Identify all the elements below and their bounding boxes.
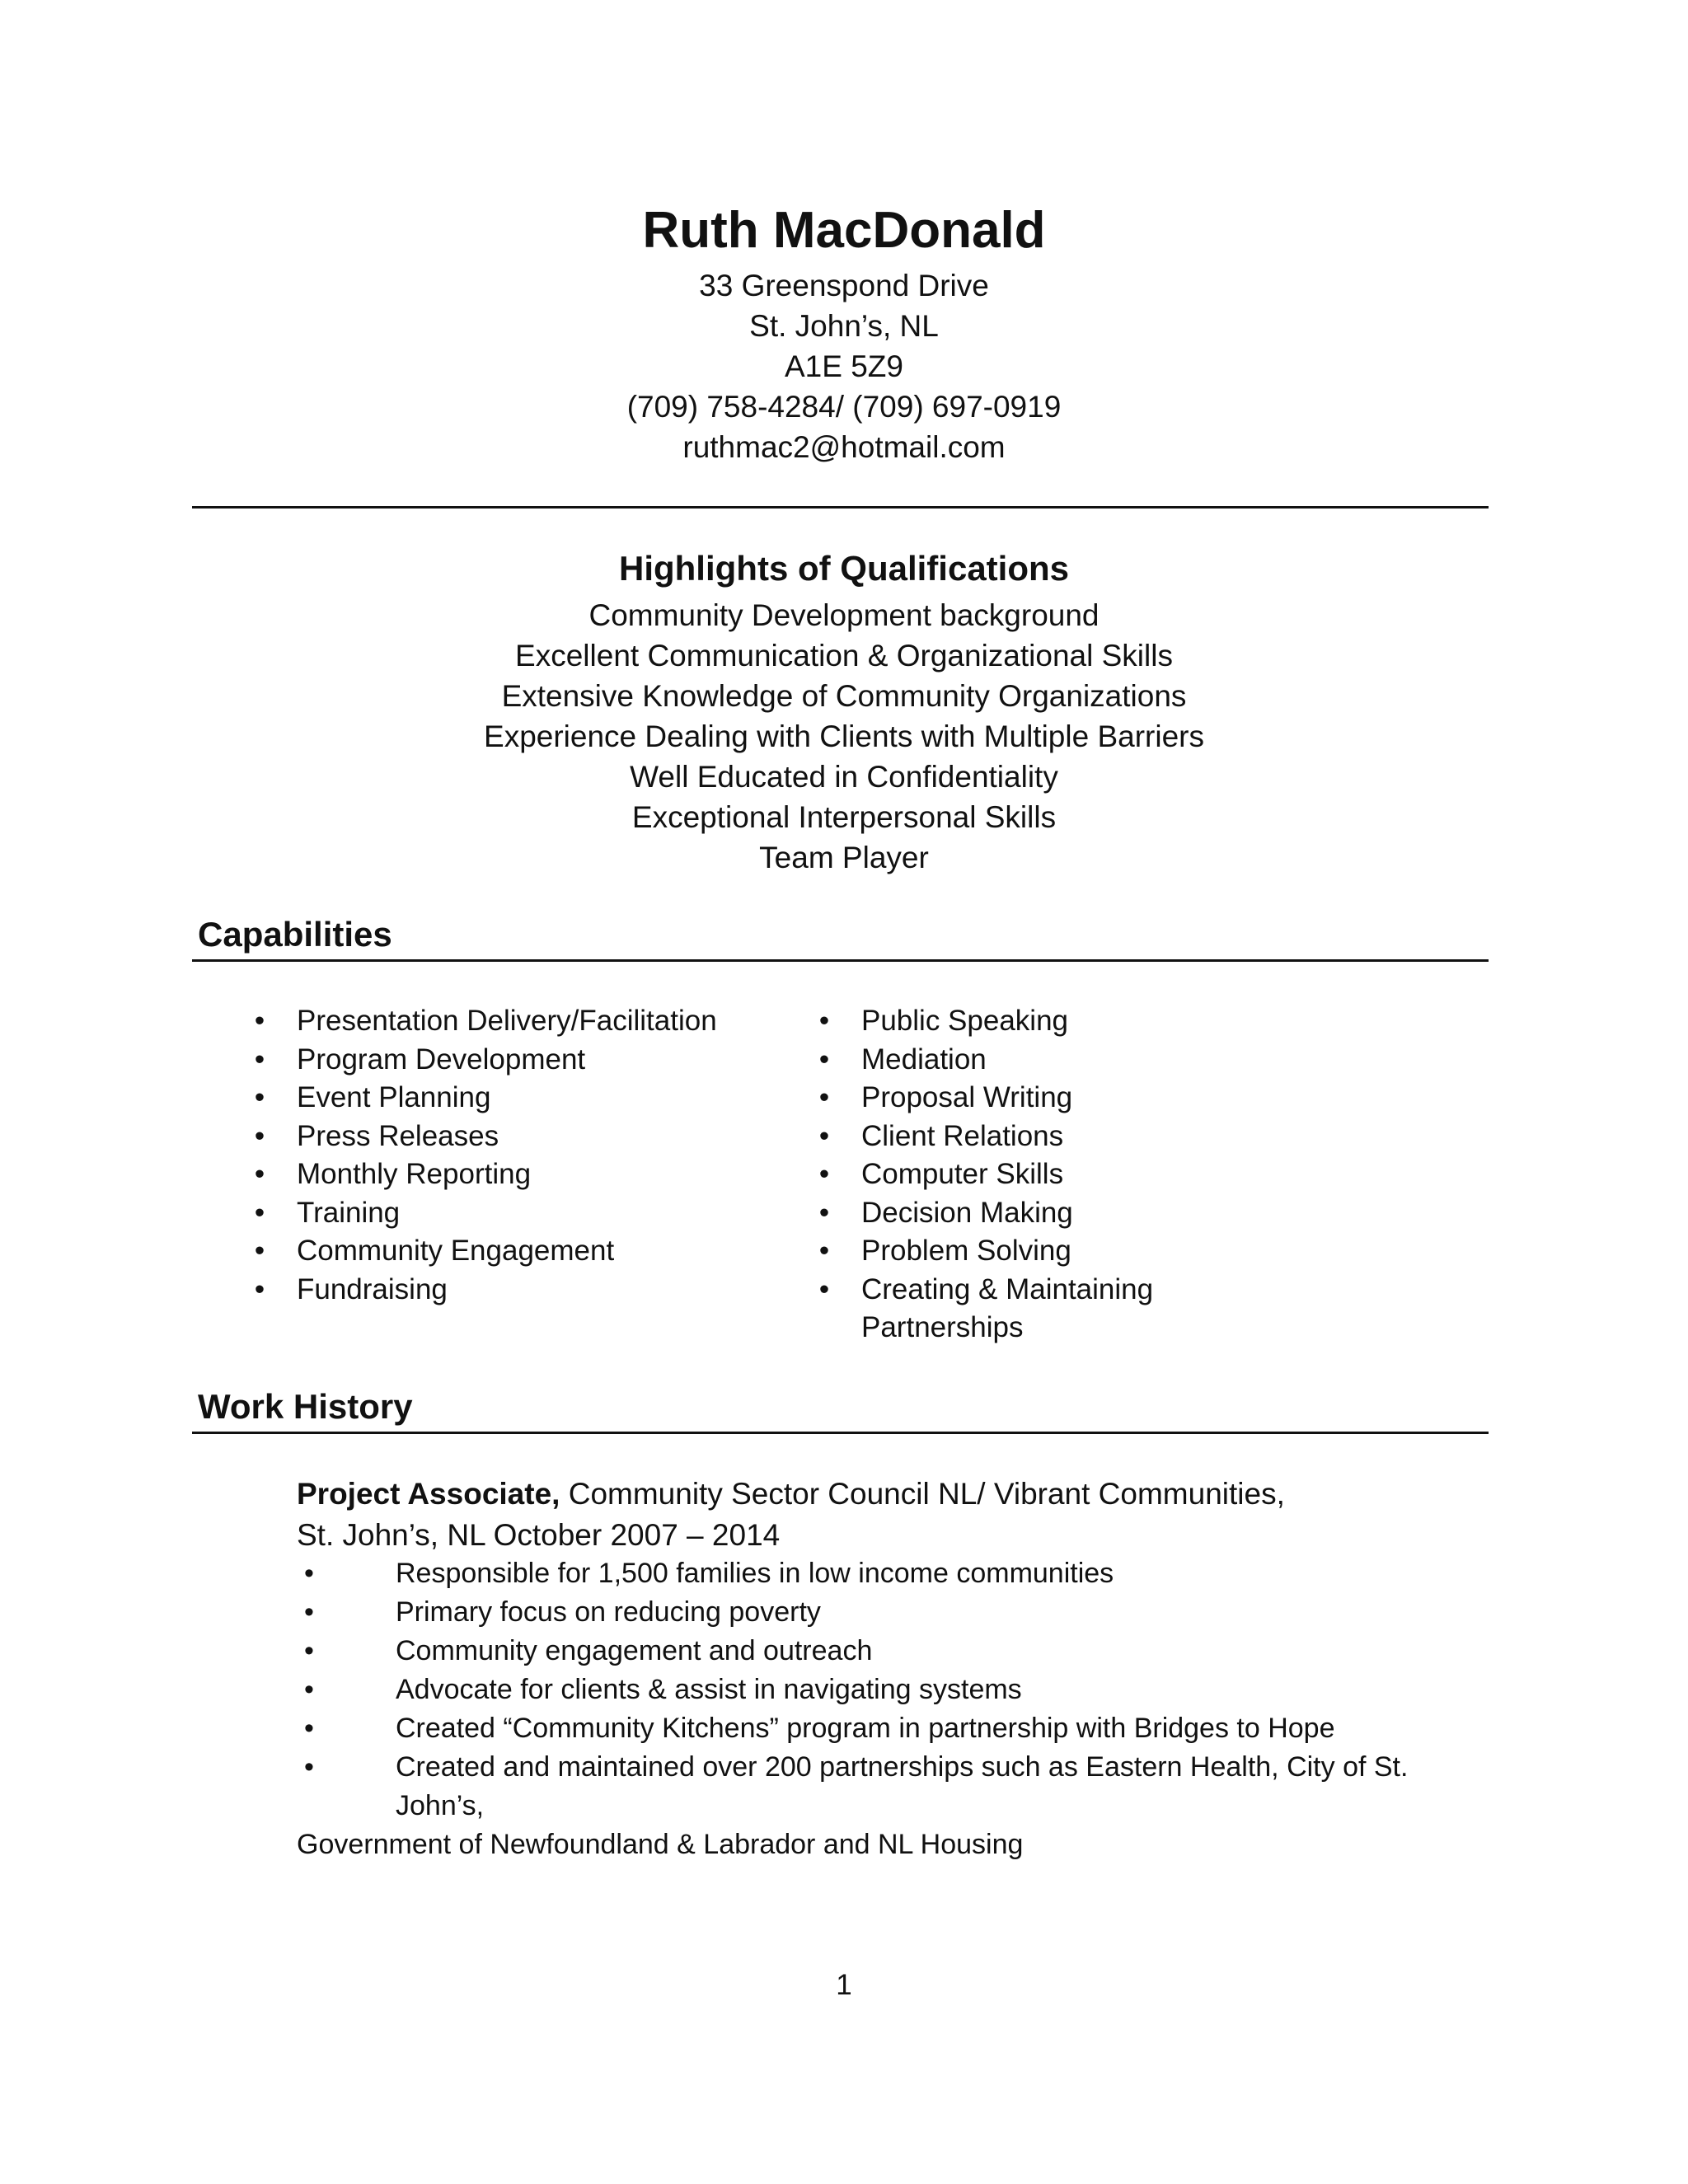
job-duty-item — [297, 1671, 1500, 1709]
capability-item — [247, 1155, 775, 1194]
capability-item — [247, 1041, 775, 1080]
bullet-icon: • — [304, 1751, 314, 1783]
job-duty-text: Created “Community Kitchens” program in partnership with Bridges to Hope — [396, 1713, 1335, 1744]
bullet-icon: • — [254, 1005, 265, 1037]
job-organization: Community Sector Council NL/ Vibrant Communities, — [560, 1477, 1285, 1511]
highlight-item: Community Development background — [588, 598, 1100, 632]
highlight-item: Excellent Communication & Organizational Skills — [515, 639, 1173, 673]
capability-item — [812, 1271, 1273, 1347]
capability-item — [812, 1232, 1273, 1271]
bullet-icon: • — [304, 1674, 314, 1705]
job-duty-text: Created and maintained over 200 partnerships such as Eastern Health, City of St. John’s, — [396, 1751, 1409, 1821]
work-history-divider — [192, 1432, 1489, 1434]
job-duties-list — [297, 1554, 1500, 1864]
address-line-1: 33 Greenspond Drive — [699, 269, 989, 302]
bullet-icon: • — [818, 1005, 830, 1037]
bullet-icon: • — [254, 1043, 265, 1076]
capability-item — [247, 1194, 775, 1233]
job-location-dates: St. John’s, NL October 2007 – 2014 — [297, 1518, 781, 1552]
capability-label: Monthly Reporting — [297, 1158, 532, 1190]
bullet-icon: • — [304, 1596, 314, 1628]
capability-item — [247, 1079, 775, 1118]
capability-item — [812, 1079, 1273, 1118]
job-heading — [297, 1474, 1500, 1556]
job-duty-item — [297, 1709, 1500, 1748]
job-duty-text: Primary focus on reducing poverty — [396, 1596, 821, 1628]
bullet-icon: • — [818, 1196, 830, 1229]
postal-code: A1E 5Z9 — [785, 349, 903, 383]
capabilities-left-column — [247, 1002, 775, 1309]
capabilities-divider — [192, 959, 1489, 962]
capability-label: Public Speaking — [861, 1005, 1068, 1037]
job-duty-item — [297, 1554, 1500, 1593]
capability-label: Program Development — [297, 1043, 586, 1076]
capability-label: Problem Solving — [861, 1235, 1071, 1267]
contact-block — [0, 265, 1688, 467]
bullet-icon: • — [818, 1081, 830, 1113]
bullet-icon: • — [818, 1119, 830, 1152]
capability-label: Creating & Maintaining Partnerships — [861, 1272, 1154, 1343]
job-duty-text: Responsible for 1,500 families in low income communities — [396, 1558, 1114, 1589]
capability-label: Mediation — [861, 1043, 987, 1076]
bullet-icon: • — [304, 1635, 314, 1666]
page-number: 1 — [836, 1969, 852, 2001]
capability-item — [812, 1155, 1273, 1194]
capability-label: Fundraising — [297, 1272, 448, 1305]
job-title-line — [297, 1474, 1500, 1515]
bullet-icon: • — [818, 1043, 830, 1076]
capabilities-right-column — [812, 1002, 1273, 1347]
job-duty-item — [297, 1748, 1500, 1825]
bullet-icon: • — [254, 1235, 265, 1267]
bullet-icon: • — [818, 1158, 830, 1190]
bullet-icon: • — [304, 1558, 314, 1589]
capability-label: Community Engagement — [297, 1235, 615, 1267]
capability-label: Computer Skills — [861, 1158, 1064, 1190]
bullet-icon: • — [254, 1119, 265, 1152]
capability-label: Client Relations — [861, 1119, 1064, 1152]
capability-label: Decision Making — [861, 1196, 1073, 1229]
capability-label: Event Planning — [297, 1081, 491, 1113]
highlight-item: Extensive Knowledge of Community Organizations — [501, 679, 1187, 713]
highlight-item: Exceptional Interpersonal Skills — [631, 800, 1057, 834]
job-duty-item — [297, 1593, 1500, 1632]
capability-item — [812, 1041, 1273, 1080]
bullet-icon: • — [818, 1235, 830, 1267]
job-duty-text: Community engagement and outreach — [396, 1635, 873, 1666]
capability-label: Proposal Writing — [861, 1081, 1073, 1113]
job-duty-text: Advocate for clients & assist in navigating systems — [396, 1674, 1022, 1705]
candidate-name: Ruth MacDonald — [642, 202, 1046, 259]
job-duty-continuation: Government of Newfoundland & Labrador and NL Housing — [297, 1829, 1024, 1860]
highlights-title: Highlights of Qualifications — [619, 549, 1069, 588]
phone-numbers: (709) 758-4284/ (709) 697-0919 — [626, 390, 1062, 424]
capability-label: Training — [297, 1196, 401, 1229]
capability-item — [247, 1002, 775, 1041]
capability-label: Presentation Delivery/Facilitation — [297, 1005, 717, 1037]
capability-label: Press Releases — [297, 1119, 499, 1152]
bullet-icon: • — [254, 1158, 265, 1190]
capability-item — [247, 1271, 775, 1310]
bullet-icon: • — [254, 1272, 265, 1305]
highlight-item: Experience Dealing with Clients with Multiple Barriers — [484, 719, 1204, 753]
highlight-item: Well Educated in Confidentiality — [630, 760, 1058, 794]
bullet-icon: • — [818, 1272, 830, 1305]
bullet-icon: • — [254, 1196, 265, 1229]
bullet-icon: • — [254, 1081, 265, 1113]
highlight-item: Team Player — [759, 841, 929, 874]
bullet-icon: • — [304, 1713, 314, 1744]
capability-item — [247, 1118, 775, 1156]
work-history-title: Work History — [198, 1387, 413, 1426]
capability-item — [812, 1002, 1273, 1041]
email-address: ruthmac2@hotmail.com — [682, 430, 1006, 464]
address-line-2: St. John’s, NL — [749, 309, 939, 343]
capability-item — [812, 1194, 1273, 1233]
highlights-list — [0, 595, 1688, 878]
header-divider — [192, 506, 1489, 509]
capabilities-title: Capabilities — [198, 915, 392, 954]
job-title: Project Associate, — [297, 1477, 560, 1511]
capability-item — [812, 1118, 1273, 1156]
job-duty-item — [297, 1632, 1500, 1671]
capability-item — [247, 1232, 775, 1271]
